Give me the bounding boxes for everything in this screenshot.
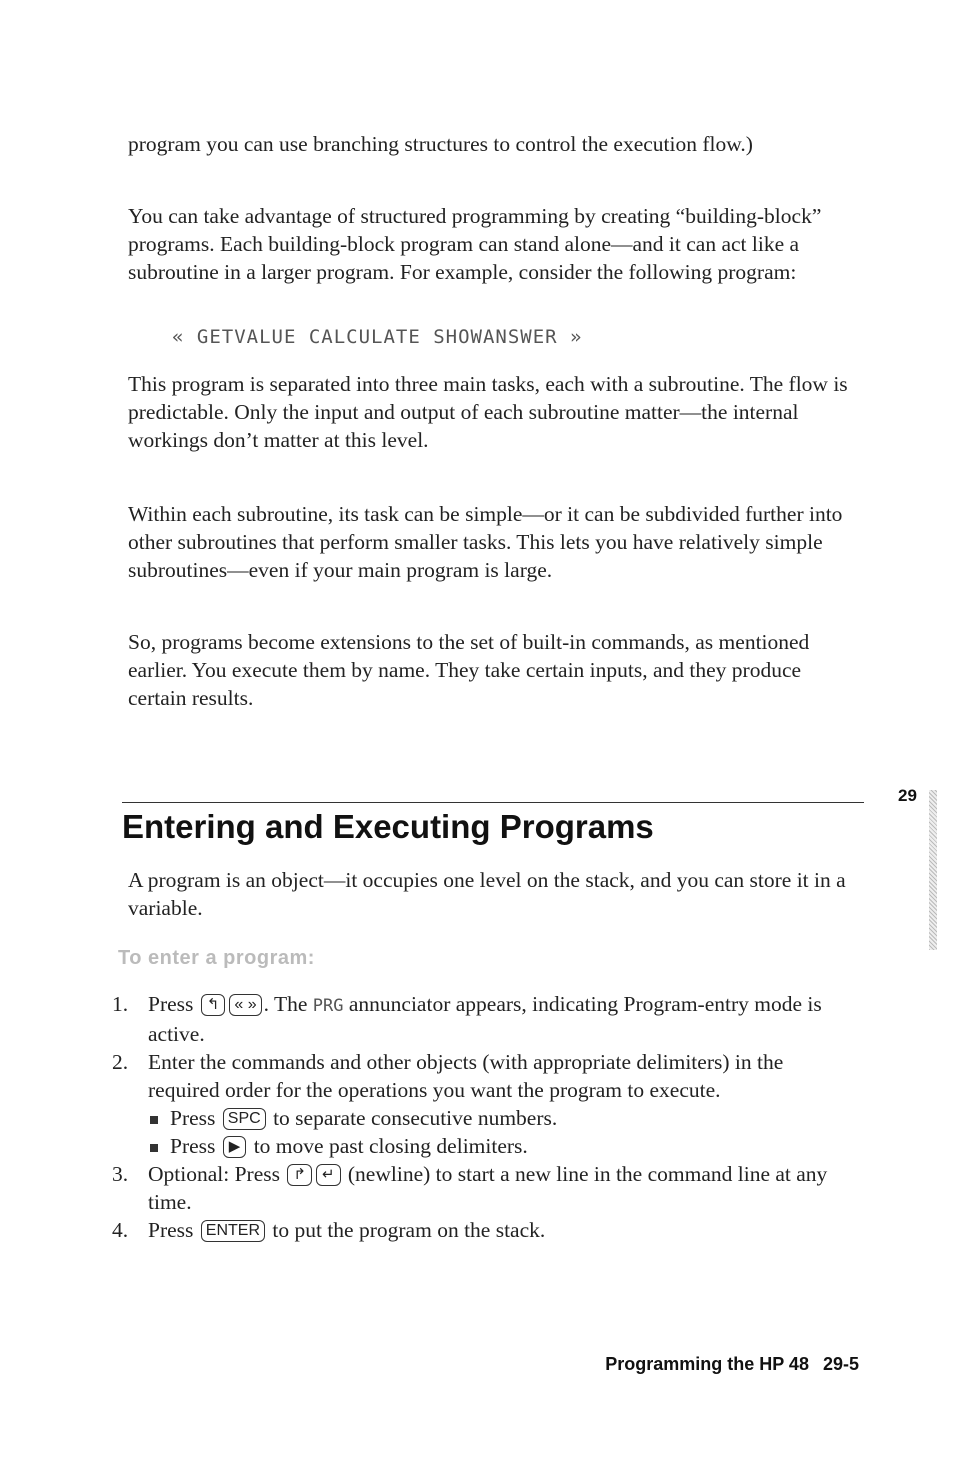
paragraph-subroutines: Within each subroutine, its task can be simple—or it can be subdivided further into other subroutines that perform smaller tasks. This lets you have relatively simple subroutines—even if your main program is large. <box>128 502 843 582</box>
spc-key: SPC <box>223 1108 266 1130</box>
paragraph-structured-programming: You can take advantage of structured programming by creating “building-block” programs. Each building-block program can stand alone—and it can act like a subroutine in a larger program. For example, consider the following program: <box>128 204 822 284</box>
bullet-text: to move past closing delimiters. <box>253 1134 528 1158</box>
step-text: (newline) to start a new line in the command line at any time. <box>148 1162 828 1214</box>
paragraph-extensions: So, programs become extensions to the set of built-in commands, as mentioned earlier. You execute them by name. They take certain inputs, and they produce certain results. <box>128 630 810 710</box>
paragraph-three-tasks: This program is separated into three main tasks, each with a subroutine. The flow is predictable. Only the input and output of each subroutine matter—the internal workings don’t matter at this level. <box>128 372 848 452</box>
footer-page-number: 29-5 <box>822 1354 859 1374</box>
step-text: Enter the commands and other objects (with appropriate delimiters) in the required order for the operations you want the program to execute. <box>148 1050 784 1102</box>
step-3 <box>112 1160 842 1216</box>
step-4 <box>112 1216 842 1244</box>
left-shift-key-icon: ↰ <box>201 994 226 1016</box>
procedure-subheading: To enter a program: <box>118 947 315 969</box>
chapter-page-tab: 29 <box>898 786 917 805</box>
step-text: Press <box>148 1218 194 1242</box>
step-text: to put the program on the stack. <box>272 1218 546 1242</box>
page-footer <box>605 1354 859 1375</box>
step-number: 1. <box>112 992 129 1016</box>
section-heading: Entering and Executing Programs <box>122 808 654 845</box>
newline-key-icon: ↵ <box>316 1164 341 1186</box>
step-text: Press <box>148 992 194 1016</box>
step-number: 3. <box>112 1162 129 1186</box>
chapter-side-tab <box>929 790 937 950</box>
procedure-steps <box>112 990 842 1244</box>
enter-key: ENTER <box>201 1220 265 1242</box>
footer-title: Programming the HP 48 <box>605 1354 809 1374</box>
bullet-item <box>150 1104 842 1132</box>
step-text: Optional: Press <box>148 1162 280 1186</box>
step-text: annunciator appears, indicating Program-entry mode is active. <box>148 992 822 1046</box>
section-divider <box>122 802 864 803</box>
step-1 <box>112 990 842 1048</box>
step-2 <box>112 1048 842 1160</box>
program-delimiter-key: « » <box>229 994 261 1016</box>
code-example: « GETVALUE CALCULATE SHOWANSWER » <box>172 326 583 348</box>
right-arrow-key-icon: ▶ <box>223 1136 247 1158</box>
step-text: . The <box>263 992 308 1016</box>
bullet-text: Press <box>170 1106 216 1130</box>
step-number: 4. <box>112 1218 129 1242</box>
bullet-text: Press <box>170 1134 216 1158</box>
bullet-text: to separate consecutive numbers. <box>273 1106 558 1130</box>
prg-annunciator: PRG <box>312 996 344 1016</box>
paragraph-continuation: program you can use branching structures to control the execution flow.) <box>128 132 753 156</box>
right-shift-key-icon: ↱ <box>287 1164 312 1186</box>
step-number: 2. <box>112 1050 129 1074</box>
step-2-bullets <box>148 1104 842 1160</box>
bullet-item <box>150 1132 842 1160</box>
section-intro: A program is an object—it occupies one level on the stack, and you can store it in a variable. <box>128 868 846 920</box>
